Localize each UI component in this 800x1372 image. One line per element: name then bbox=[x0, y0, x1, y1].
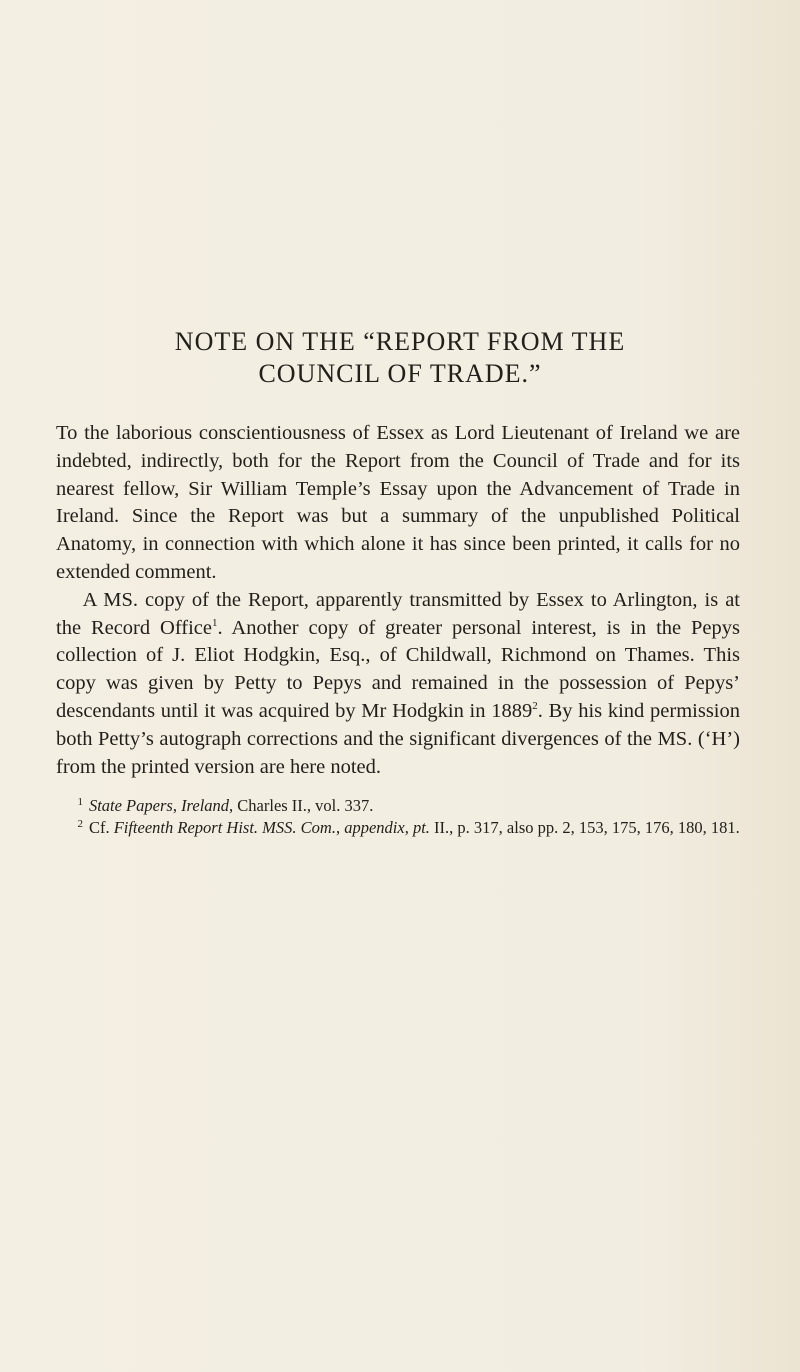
footnote-2-rest: II., p. 317, also pp. 2, 153, 175, 176, 180, 181. bbox=[429, 818, 740, 837]
footnote-1-rest: , Charles II., vol. 337. bbox=[229, 796, 374, 815]
paragraph-1 bbox=[56, 420, 740, 587]
paragraph-2-text-3: . By his kind permission both Petty’s autograph corrections and the significant divergences of the MS. (‘H’) from the printed version are here noted. bbox=[56, 699, 740, 778]
title-line-2: COUNCIL OF TRADE.” bbox=[258, 359, 542, 388]
footnote-2-number: 2 bbox=[77, 818, 83, 830]
footnote-2-sep-2: , bbox=[404, 818, 413, 837]
title-line-1: NOTE ON THE “REPORT FROM THE bbox=[174, 327, 626, 356]
footnote-1-italic-1: State Papers bbox=[88, 796, 173, 815]
footnote-2-italic-1: Fifteenth Report Hist. MSS. Com. bbox=[113, 818, 336, 837]
body-text bbox=[56, 420, 740, 781]
footnote-ref-2: 2 bbox=[532, 699, 538, 712]
footnote-2-sep-1: , bbox=[335, 818, 345, 837]
footnote-1-sep-1: , bbox=[172, 796, 182, 815]
footnote-1 bbox=[56, 795, 740, 817]
paragraph-1-text: To the laborious conscientiousness of Essex as Lord Lieutenant of Ireland we are indebted, indirectly, both for the Report from the Council of Trade and for its nearest fellow, Sir William Temple’s Essay upon the Advancement of Trade in Ireland. Since the Report was but a summary of the unpublished Political Anatomy, in connection with which alone it has since been printed, it calls for no extended comment. bbox=[56, 422, 740, 583]
footnote-2-italic-3: pt. bbox=[412, 818, 430, 837]
footnote-1-italic-2: Ireland bbox=[181, 796, 230, 815]
paragraph-2 bbox=[56, 587, 740, 782]
footnote-2-italic-2: appendix bbox=[344, 818, 405, 837]
paragraph-2-text-2: . Another copy of greater personal interest, is in the Pepys collection of J. Eliot Hodgkin, Esq., of Childwall, Richmond on Thames. This copy was given by Petty to Pepys and remained in the possession of Pepys’ descendants until it was acquired by Mr Hodgkin in 1889 bbox=[56, 616, 740, 722]
paragraph-2-text-1: A MS. copy of the Report, apparently transmitted by Essex to Arlington, is at the Record Office bbox=[56, 588, 740, 639]
footnotes bbox=[56, 795, 740, 839]
page-title bbox=[0, 326, 800, 390]
footnote-1-number: 1 bbox=[77, 796, 83, 808]
footnote-2-lead: Cf. bbox=[88, 818, 114, 837]
footnote-ref-1: 1 bbox=[212, 616, 218, 629]
footnote-2 bbox=[56, 817, 740, 839]
